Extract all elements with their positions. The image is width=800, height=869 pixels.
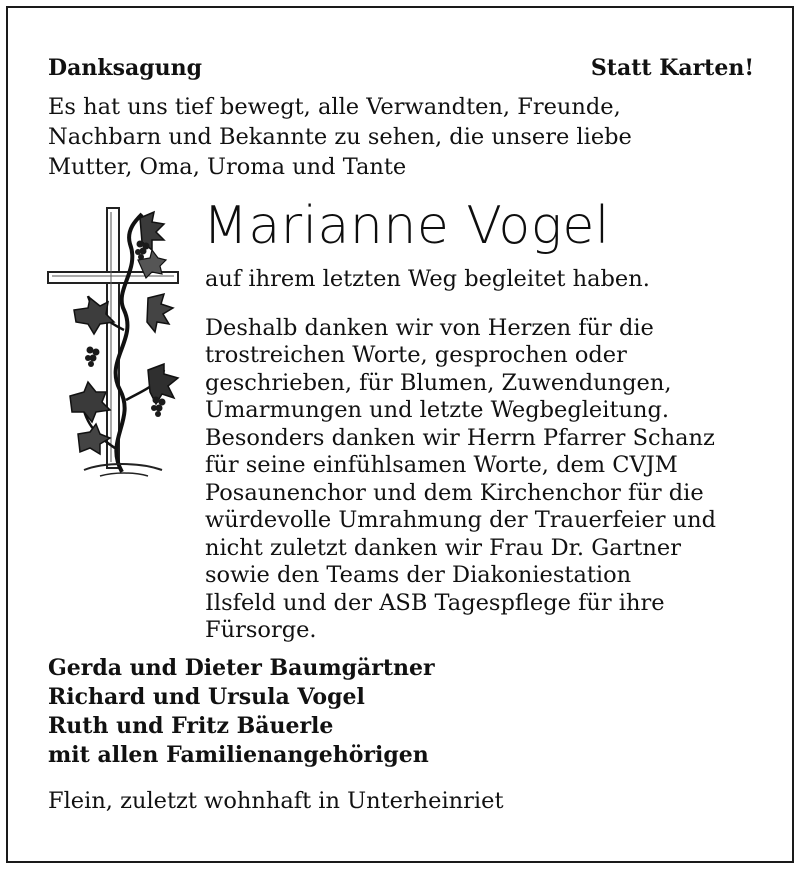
residence-note: Flein, zuletzt wohnhaft in Unterheinriet [48,788,504,814]
body-line: nicht zuletzt danken wir Frau Dr. Gartner [205,534,681,561]
body-line: Ilsfeld und der ASB Tagespflege für ihre [205,589,665,616]
body-line: sowie den Teams der Diakoniestation [205,562,632,588]
body-line: geschrieben, für Blumen, Zuwendungen, [205,369,672,396]
header-note: Statt Karten! [590,55,754,81]
thanks-text [205,266,775,645]
body-line: Umarmungen und letzte Wegbegleitung. [205,397,670,423]
signer: Richard und Ursula Vogel [48,684,365,710]
body-line: Fürsorge. [205,617,317,643]
signers-list [48,654,435,770]
header-title: Danksagung [48,55,202,81]
signer: Gerda und Dieter Baumgärtner [48,655,435,681]
body-line: Deshalb danken wir von Herzen für die [205,314,654,341]
body-line: für seine einfühlsamen Worte, dem CVJM [205,452,678,478]
notice-header [48,52,754,84]
body-line: auf ihrem letzten Weg begleitet haben. [205,266,650,292]
deceased-name: Marianne Vogel [203,196,610,256]
body-line: Besonders danken wir Herrn Pfarrer Schanz [205,424,715,451]
signer: mit allen Familienangehörigen [48,742,429,768]
intro-line: Es hat uns tief bewegt, alle Verwandten, Freunde, [48,94,621,120]
intro-line: Nachbarn und Bekannte zu sehen, die unsere liebe [48,124,632,150]
intro-line: Mutter, Oma, Uroma und Tante [48,154,407,180]
body-line: Posaunenchor und dem Kirchenchor für die [205,479,704,506]
body-line: würdevolle Umrahmung der Trauerfeier und [205,507,716,533]
cross-with-grapevine-icon [44,200,182,482]
signer: Ruth und Fritz Bäuerle [48,713,334,739]
body-line: trostreichen Worte, gesprochen oder [205,342,627,368]
intro-text [48,92,760,182]
